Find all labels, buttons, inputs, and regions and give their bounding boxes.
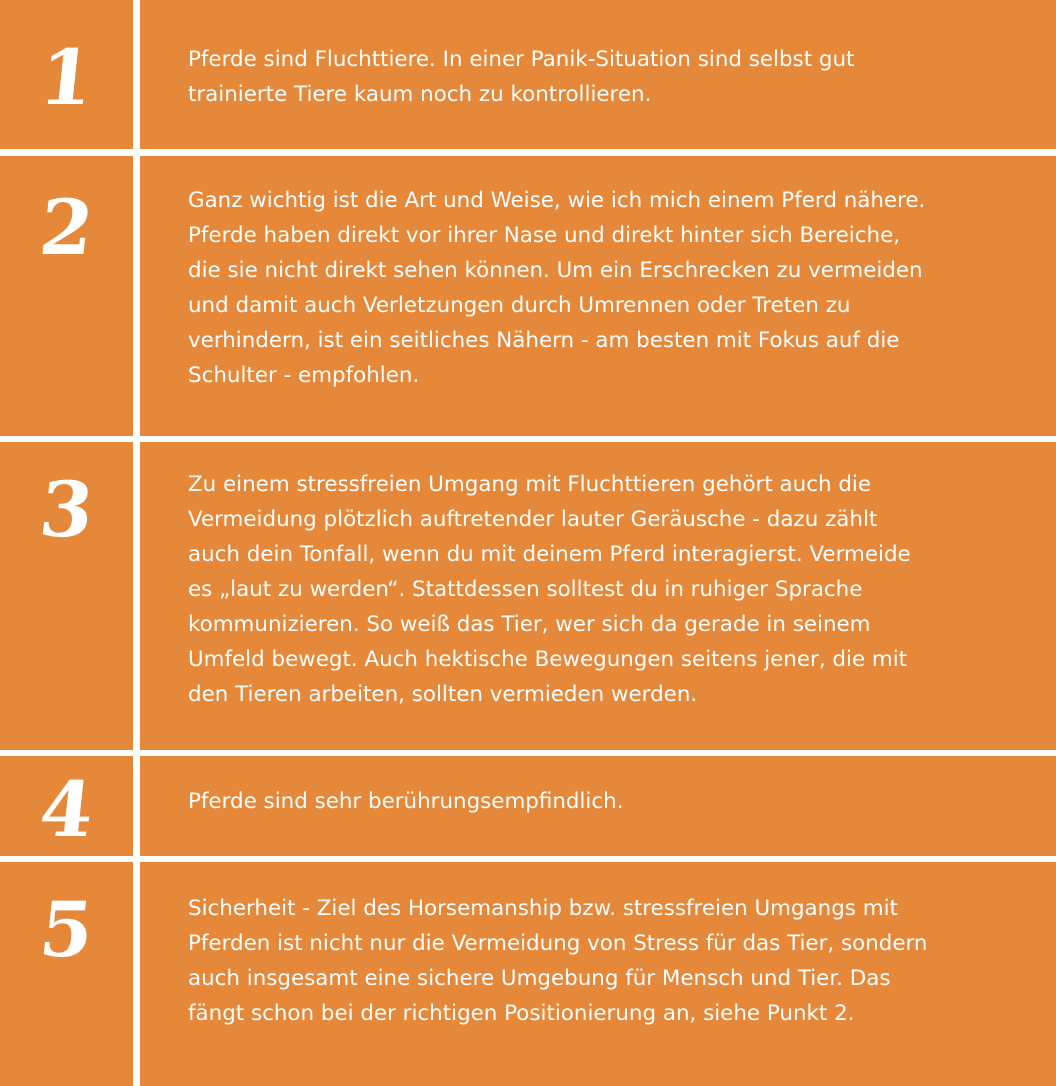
row-3-text-cell <box>140 442 1056 750</box>
item-text-4: Pferde sind sehr berührungsempfindlich. <box>188 789 624 814</box>
row-1-number-cell <box>0 0 133 149</box>
row-5-text-cell <box>140 862 1056 1086</box>
item-text-5: Sicherheit - Ziel des Horsemanship bzw. stressfreien Umgangs mit Pferden ist nicht nur die Vermeidung von Stress für das Tier, sondern auch insgesamt eine sichere Umgebung für Mensch und Tier. Das fängt schon bei der richtigen Positionierung an, siehe Punkt 2. <box>188 896 928 1026</box>
row-4-number-cell <box>0 756 133 856</box>
row-5-number-cell <box>0 862 133 1086</box>
row-4-text-cell <box>140 756 1056 856</box>
item-number-2: 2 <box>35 183 98 272</box>
item-number-1: 1 <box>35 33 98 122</box>
row-3-number-cell <box>0 442 133 750</box>
item-number-3: 3 <box>35 465 98 554</box>
row-2-number-cell <box>0 156 133 436</box>
item-text-2: Ganz wichtig ist die Art und Weise, wie ich mich einem Pferd nähere. Pferde haben direkt vor ihrer Nase und direkt hinter sich Bereiche, die sie nicht direkt sehen können. Um ein Erschrecken zu vermeiden und damit auch Verletzungen durch Umrennen oder Treten zu verhindern, ist ein seitliches Nähern - am besten mit Fokus auf die Schulter - empfohlen. <box>188 188 926 388</box>
item-number-5: 5 <box>35 885 98 974</box>
item-text-3: Zu einem stressfreien Umgang mit Fluchttieren gehört auch die Vermeidung plötzlich auftretender lauter Geräusche - dazu zählt auch dein Tonfall, wenn du mit deinem Pferd interagierst. Vermeide es „laut zu werden“. Stattdessen solltest du in ruhiger Sprache kommunizieren. So weiß das Tier, wer sich da gerade in seinem Umfeld bewegt. Auch hektische Bewegungen seitens jener, die mit den Tieren arbeiten, sollten vermieden werden. <box>188 472 911 707</box>
row-2-text-cell <box>140 156 1056 436</box>
item-text-1: Pferde sind Fluchttiere. In einer Panik-Situation sind selbst gut trainierte Tiere kaum noch zu kontrollieren. <box>188 47 855 107</box>
item-number-4: 4 <box>35 765 98 854</box>
row-1-text-cell <box>140 0 1056 149</box>
